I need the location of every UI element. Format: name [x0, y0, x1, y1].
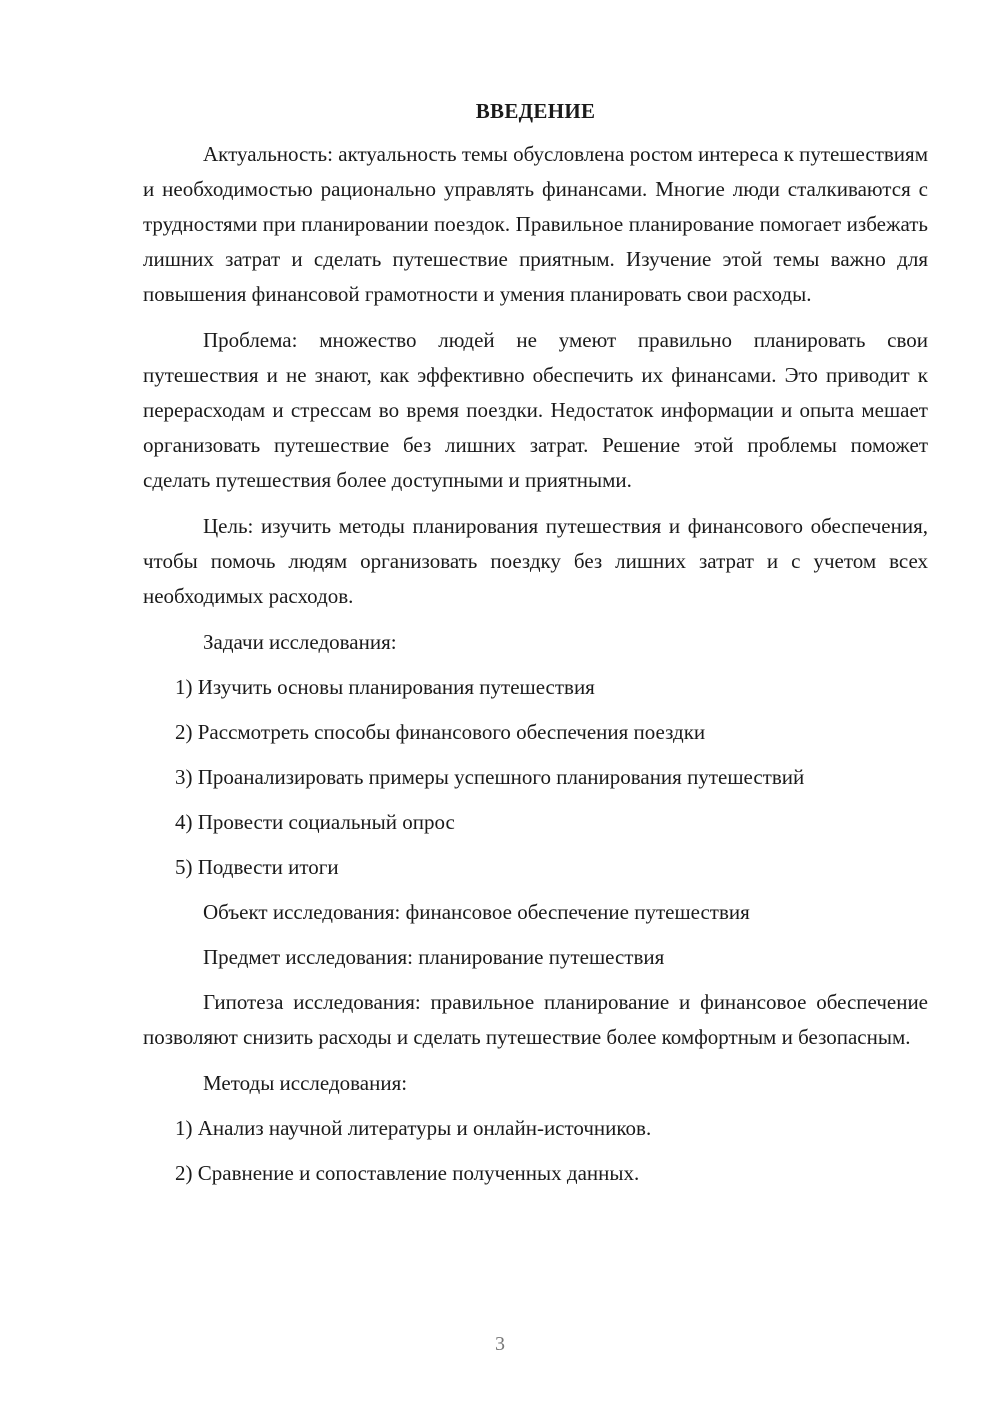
method-item: 1) Анализ научной литературы и онлайн-источников. — [175, 1116, 652, 1140]
task-item: 4) Провести социальный опрос — [175, 810, 455, 834]
goal-paragraph: Цель: изучить методы планирования путешествия и финансового обеспечения, чтобы помочь людям организовать поездку без лишних затрат и с учетом всех необходимых расходов. — [143, 514, 928, 608]
methods-heading: Методы исследования: — [203, 1071, 408, 1095]
page-title: ВВЕДЕНИЕ — [475, 99, 596, 123]
task-item: 3) Проанализировать примеры успешного планирования путешествий — [175, 765, 805, 789]
task-item: 5) Подвести итоги — [175, 855, 339, 879]
research-subject: Предмет исследования: планирование путешествия — [203, 945, 665, 969]
page-content — [143, 96, 928, 1201]
tasks-heading: Задачи исследования: — [203, 630, 397, 654]
relevance-paragraph: Актуальность: актуальность темы обусловлена ростом интереса к путешествиям и необходимостью рационально управлять финансами. Многие люди сталкиваются с трудностями при планировании поездок. Правильное планирование помогает избежать лишних затрат и сделать путешествие приятным. Изучение этой темы важно для повышения финансовой грамотности и умения планировать свои расходы. — [143, 142, 928, 306]
research-object: Объект исследования: финансовое обеспечение путешествия — [203, 900, 750, 924]
method-item: 2) Сравнение и сопоставление полученных данных. — [175, 1161, 640, 1185]
problem-paragraph: Проблема: множество людей не умеют правильно планировать свои путешествия и не знают, как эффективно обеспечить их финансами. Это приводит к перерасходам и стрессам во время поездки. Недостаток информации и опыта мешает организовать путешествие без лишних затрат. Решение этой проблемы поможет сделать путешествия более доступными и приятными. — [143, 328, 928, 492]
page-number: 3 — [495, 1333, 505, 1355]
hypothesis-paragraph: Гипотеза исследования: правильное планирование и финансовое обеспечение позволяют снизить расходы и сделать путешествие более комфортным и безопасным. — [143, 990, 928, 1049]
task-item: 2) Рассмотреть способы финансового обеспечения поездки — [175, 720, 706, 744]
task-item: 1) Изучить основы планирования путешествия — [175, 675, 595, 699]
